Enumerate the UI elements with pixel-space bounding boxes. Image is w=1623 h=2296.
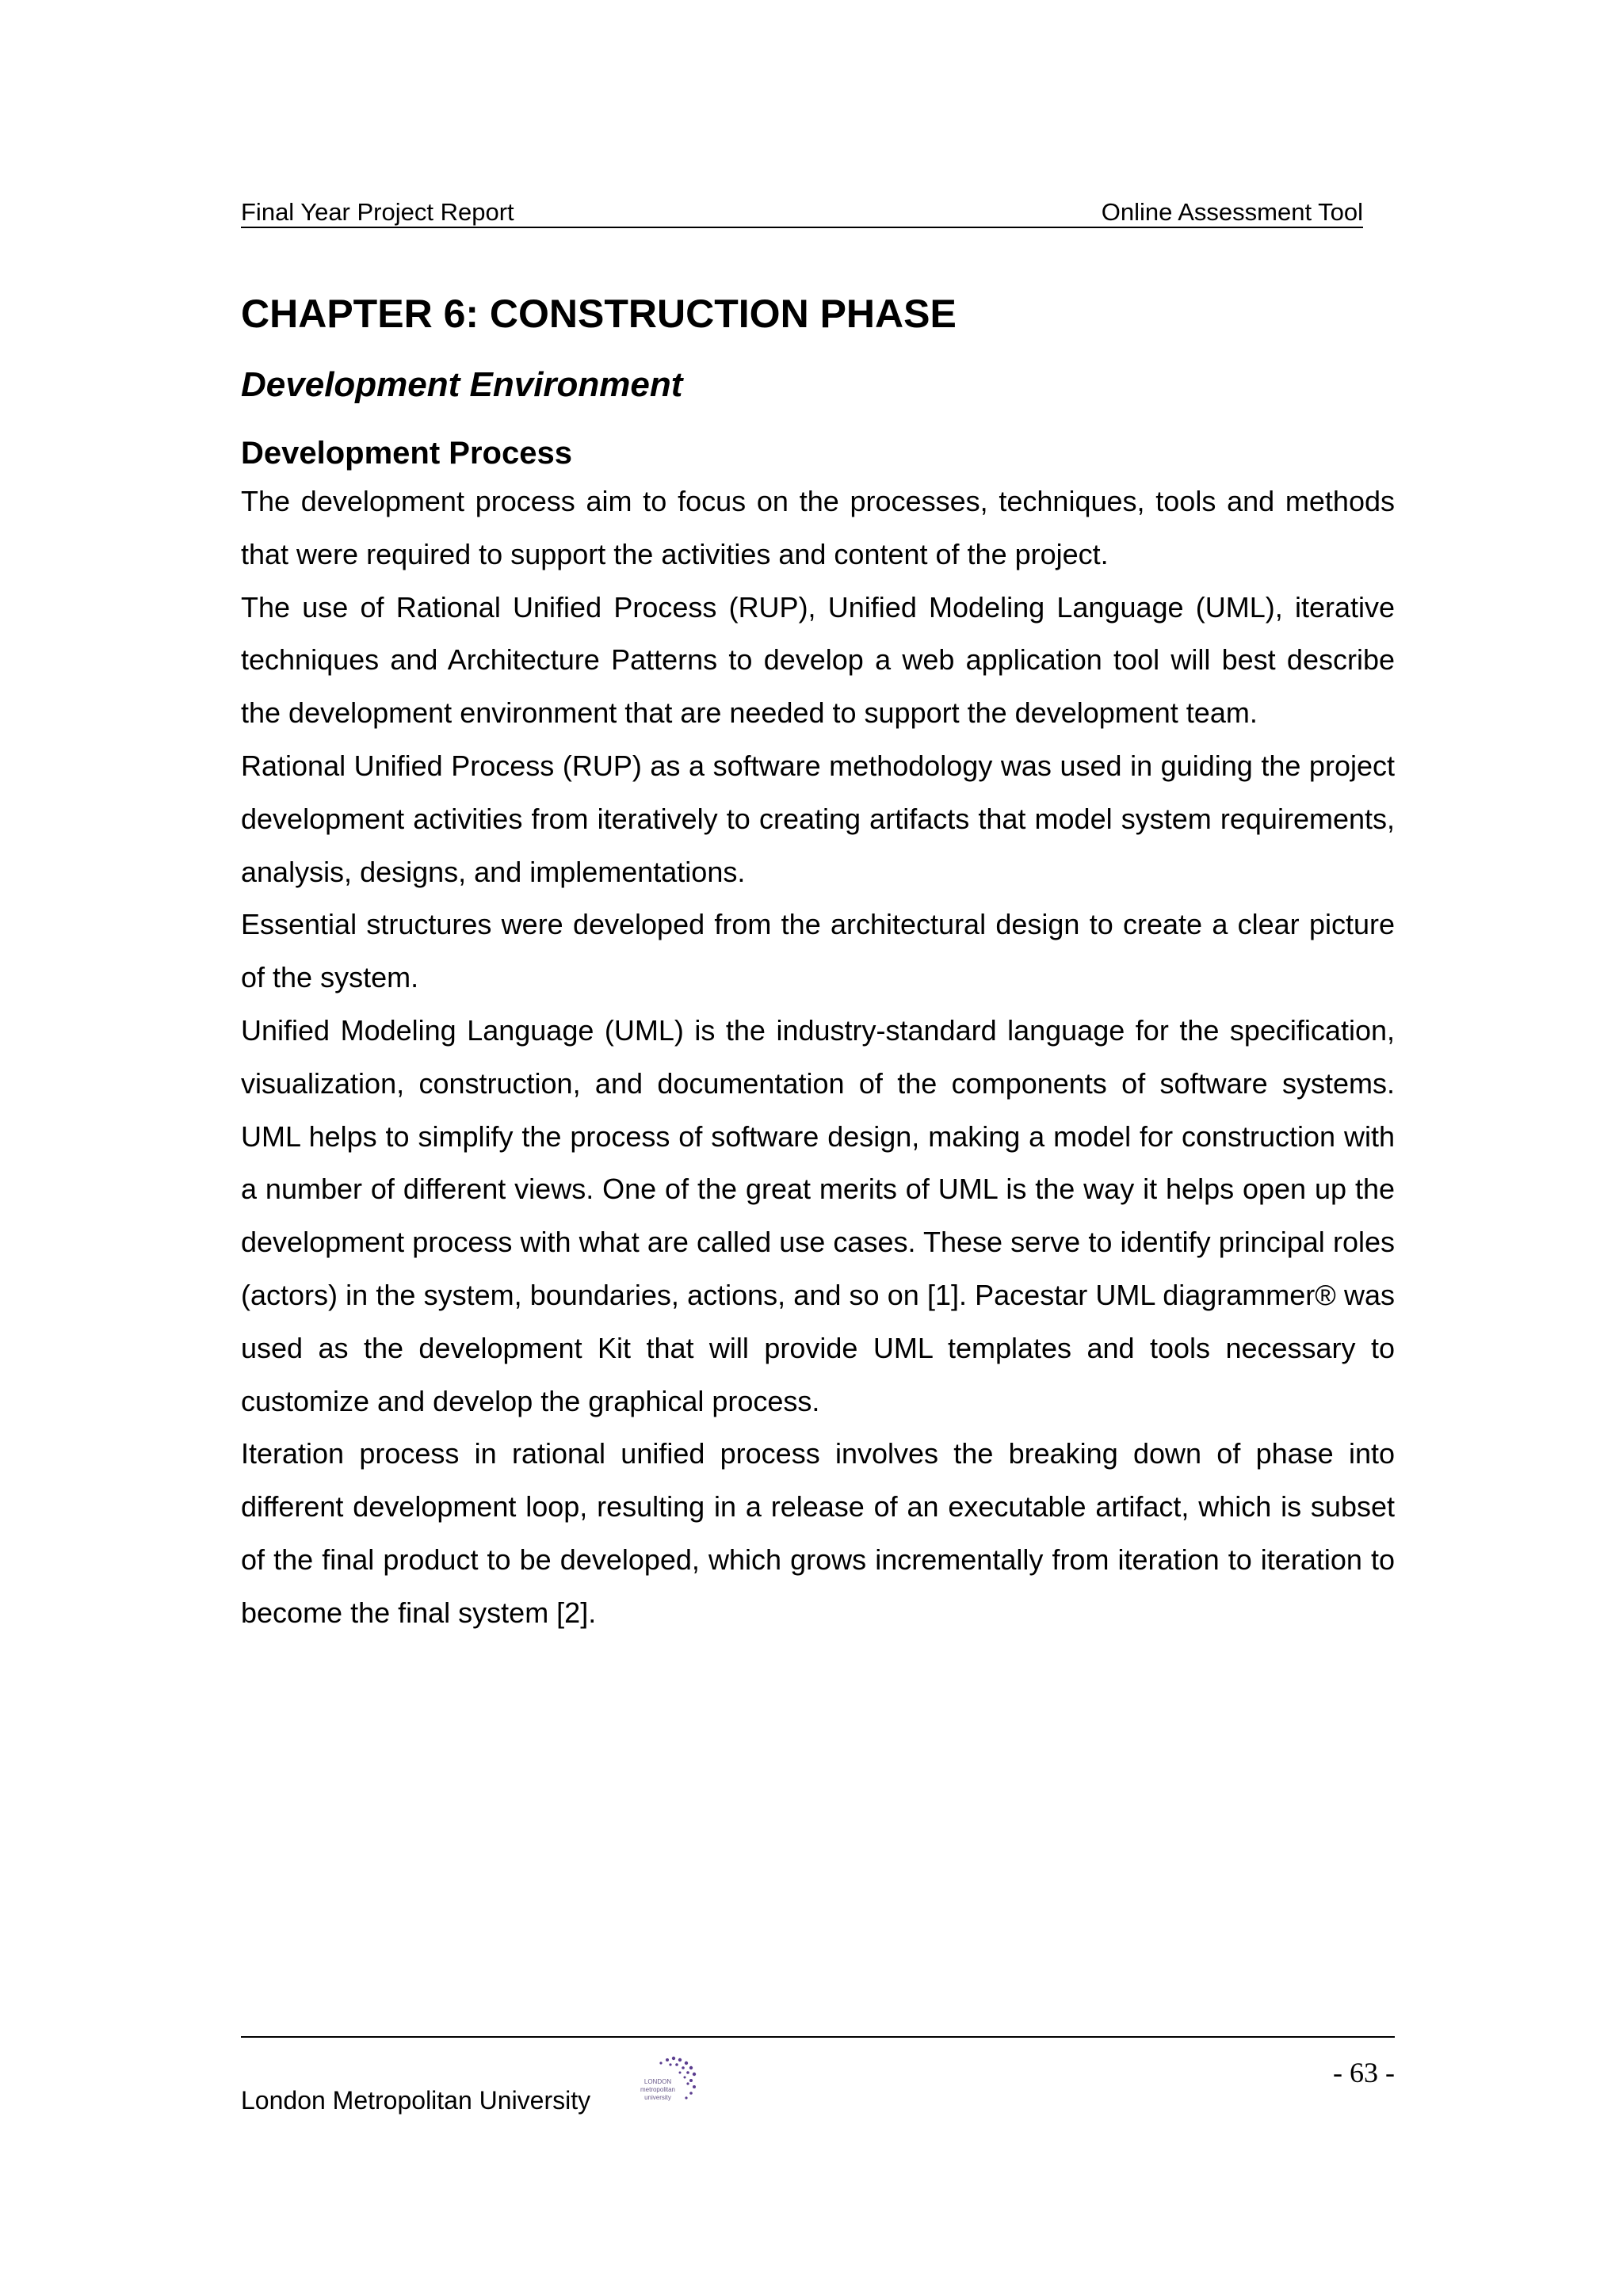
subsection-title: Development Process [241,436,572,471]
footer-institution: London Metropolitan University [241,2086,591,2115]
chapter-title: CHAPTER 6: CONSTRUCTION PHASE [241,292,957,336]
university-logo-icon [624,2054,701,2111]
paragraph-development-process: The development process aim to focus on the processes, techniques, tools and methods that were required to support the activities and content of the project. [241,485,1395,570]
logo-text-line-2: metropolitan [640,2086,676,2093]
page-number: - 63 - [1333,2057,1395,2088]
footer-divider [241,2036,1395,2038]
running-header [241,193,1363,228]
main-content [241,285,1395,1640]
section-title: Development Environment [241,365,683,404]
header-report-title: Final Year Project Report [241,198,514,226]
paragraph-iteration-process: Iteration process in rational unified process involves the breaking down of phase into different development loop, resulting in a release of an executable artifact, which is subset of the final product to be developed, which grows incrementally from iteration to iteration to become the final system [2]. [241,1437,1395,1629]
logo-text-line-3: university [644,2094,671,2101]
paragraph-rup-uml-overview: The use of Rational Unified Process (RUP), Unified Modeling Language (UML), iterative techniques and Architecture Patterns to develop a web application tool will best describe the development environment that are needed to support the development team. [241,590,1395,730]
header-project-title: Online Assessment Tool [1101,198,1363,226]
logo-text-line-1: LONDON [643,2078,672,2085]
paragraph-uml-description: Unified Modeling Language (UML) is the industry-standard language for the specification, visualization, construction, and documentation of the components of software systems. UML helps to simplify the process of software design, making a model for construction with a number of different views. One of the great merits of UML is the way it helps open up the development process with what are called use cases. These serve to identify principal roles (actors) in the system, boundaries, actions, and so on [1]. Pacestar UML diagrammer® was used as the development Kit that will provide UML templates and tools necessary to customize and develop the graphical process. [241,1013,1395,1417]
paragraph-essential-structures: Essential structures were developed from the architectural design to create a clear picture of the system. [241,908,1395,994]
paragraph-rup-methodology: Rational Unified Process (RUP) as a software methodology was used in guiding the project development activities from iteratively to creating artifacts that model system requirements, analysis, designs, and implementations. [241,749,1395,888]
